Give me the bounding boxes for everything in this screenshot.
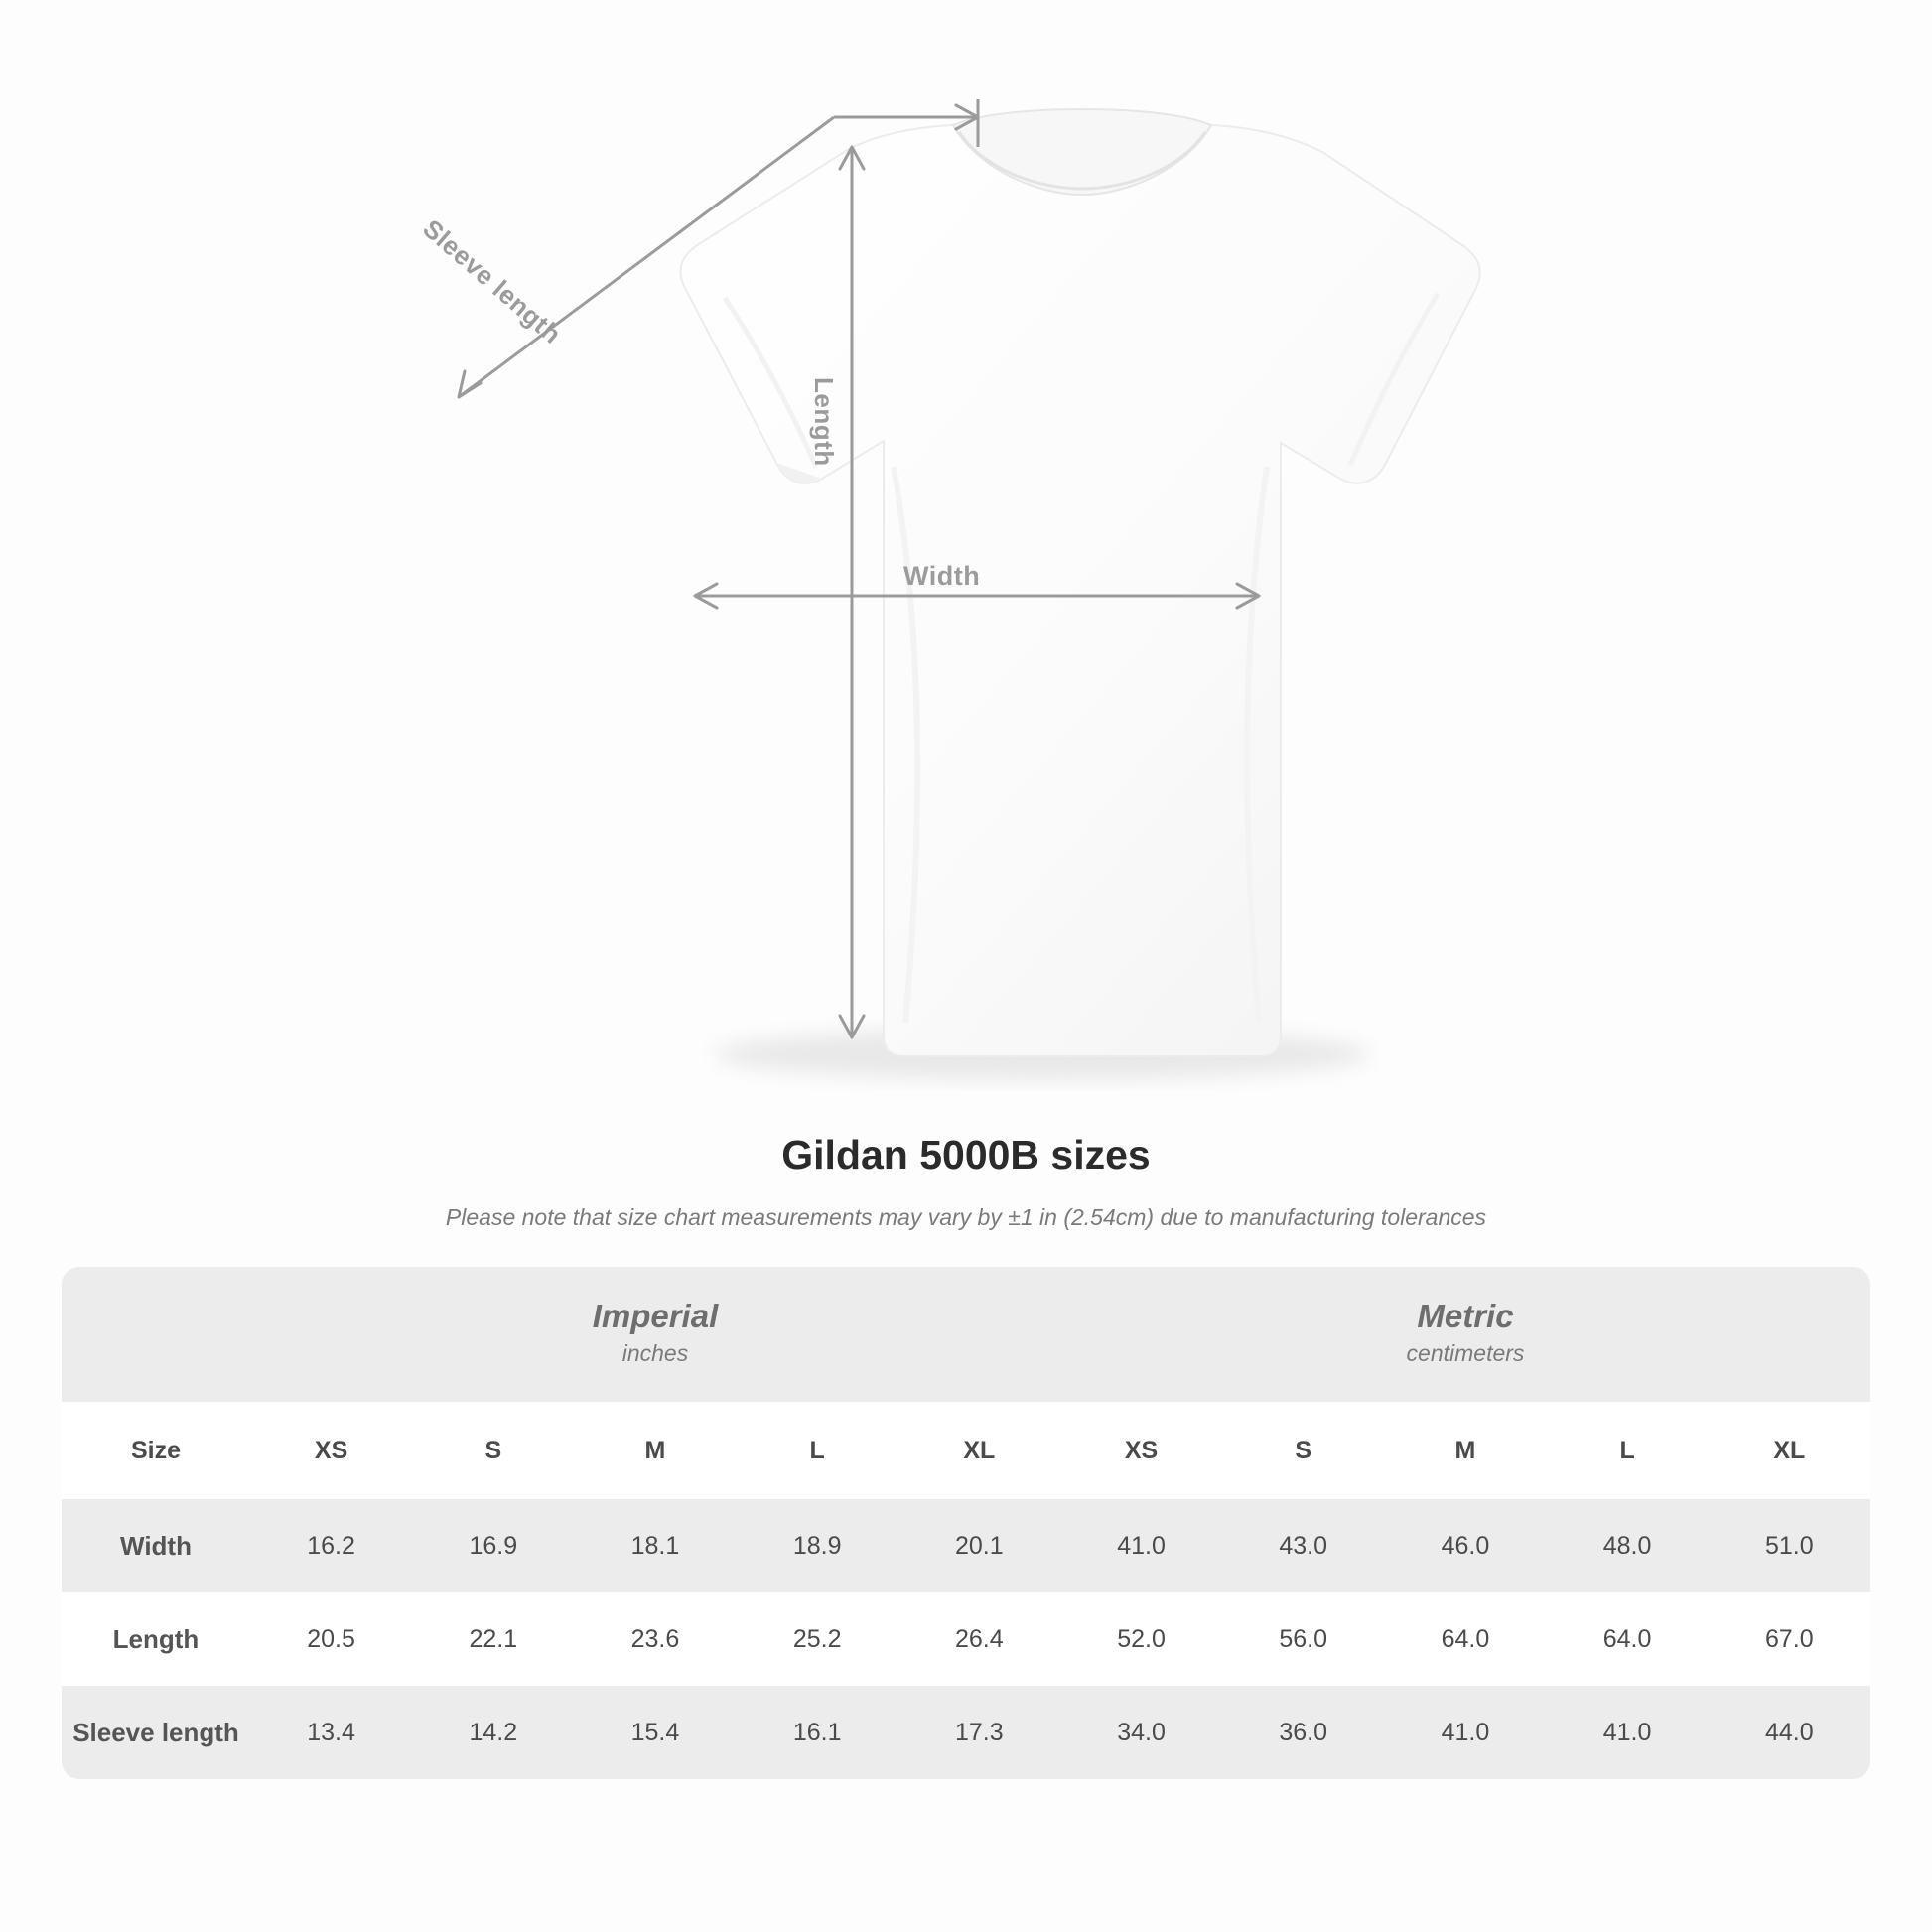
table-cell: 13.4 <box>250 1686 412 1779</box>
unit-group-imperial-name: Imperial <box>592 1297 719 1334</box>
table-cell: 41.0 <box>1060 1499 1222 1592</box>
table-cell: 16.2 <box>250 1499 412 1592</box>
column-header-cell: XL <box>898 1402 1060 1499</box>
table-cell: 48.0 <box>1547 1499 1709 1592</box>
column-header-cell: S <box>1222 1402 1384 1499</box>
row-label: Width <box>62 1499 250 1592</box>
table-cell: 18.9 <box>737 1499 898 1592</box>
table-cell: 25.2 <box>737 1592 898 1686</box>
column-header-row <box>62 1402 1870 1499</box>
table-cell: 44.0 <box>1709 1686 1870 1779</box>
row-label: Sleeve length <box>62 1686 250 1779</box>
column-header-cell: XL <box>1709 1402 1870 1499</box>
table-cell: 52.0 <box>1060 1592 1222 1686</box>
unit-group-metric-unit: centimeters <box>1406 1339 1525 1366</box>
column-header-cell: XS <box>1060 1402 1222 1499</box>
table-cell: 56.0 <box>1222 1592 1384 1686</box>
table-row <box>62 1686 1870 1779</box>
row-label: Length <box>62 1592 250 1686</box>
column-header-cell: XS <box>250 1402 412 1499</box>
table-cell: 64.0 <box>1547 1592 1709 1686</box>
table-cell: 20.1 <box>898 1499 1060 1592</box>
table-cell: 16.1 <box>737 1686 898 1779</box>
column-header-size: Size <box>62 1402 250 1499</box>
page-title: Gildan 5000B sizes <box>781 1132 1151 1177</box>
column-header-cell: L <box>737 1402 898 1499</box>
table-cell: 34.0 <box>1060 1686 1222 1779</box>
table-cell: 26.4 <box>898 1592 1060 1686</box>
table-row <box>62 1499 1870 1592</box>
table-cell: 15.4 <box>574 1686 736 1779</box>
table-cell: 17.3 <box>898 1686 1060 1779</box>
spacer <box>556 496 675 536</box>
table-cell: 23.6 <box>574 1592 736 1686</box>
sleeve-length-label: Sleeve length <box>417 213 568 349</box>
unit-group-metric <box>1060 1267 1870 1402</box>
column-header-cell: L <box>1547 1402 1709 1499</box>
table-cell: 20.5 <box>250 1592 412 1686</box>
size-table-wrapper <box>62 1267 1870 1779</box>
length-label: Length <box>809 377 839 467</box>
table-cell: 41.0 <box>1384 1686 1546 1779</box>
table-cell: 51.0 <box>1709 1499 1870 1592</box>
table-cell: 16.9 <box>412 1499 574 1592</box>
unit-group-metric-name: Metric <box>1417 1297 1514 1334</box>
tolerance-note: Please note that size chart measurements may vary by ±1 in (2.54cm) due to manufacturing tolerances <box>445 1204 1487 1230</box>
table-cell: 22.1 <box>412 1592 574 1686</box>
table-row <box>62 1592 1870 1686</box>
unit-group-imperial-unit: inches <box>621 1339 689 1366</box>
table-cell: 36.0 <box>1222 1686 1384 1779</box>
unit-group-imperial <box>250 1267 1060 1402</box>
table-cell: 64.0 <box>1384 1592 1546 1686</box>
width-label: Width <box>903 561 981 591</box>
unit-header-spacer <box>62 1267 250 1402</box>
unit-header-row <box>62 1267 1870 1402</box>
size-table <box>62 1267 1870 1779</box>
column-header-cell: M <box>1384 1402 1546 1499</box>
table-cell: 18.1 <box>574 1499 736 1592</box>
table-cell: 43.0 <box>1222 1499 1384 1592</box>
shirt-body <box>680 125 1479 1056</box>
table-cell: 14.2 <box>412 1686 574 1779</box>
column-header-cell: S <box>412 1402 574 1499</box>
table-cell: 67.0 <box>1709 1592 1870 1686</box>
table-cell: 41.0 <box>1547 1686 1709 1779</box>
column-header-cell: M <box>574 1402 736 1499</box>
table-cell: 46.0 <box>1384 1499 1546 1592</box>
